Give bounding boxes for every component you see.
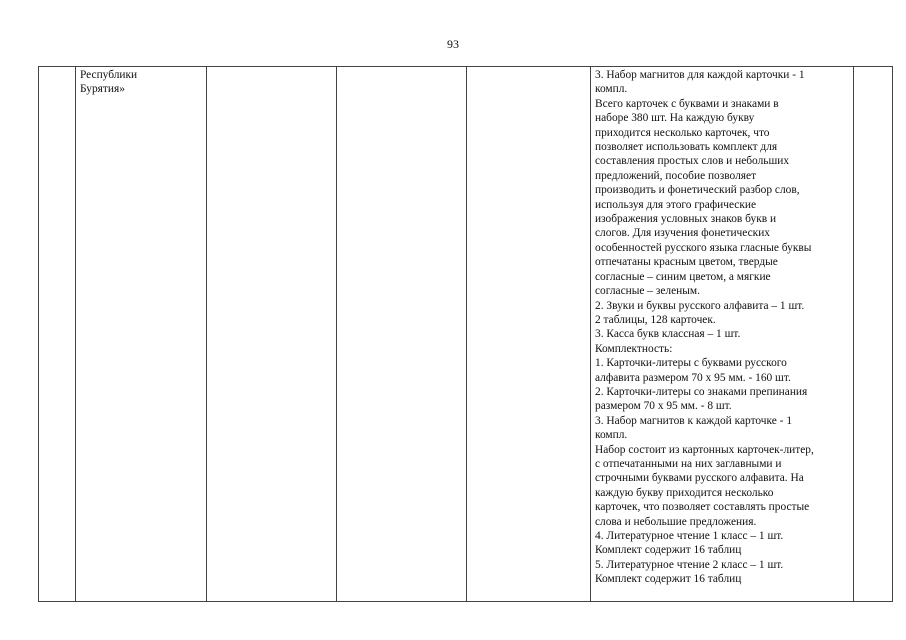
text-line: Республики (80, 69, 138, 81)
cell-text-description (591, 67, 853, 587)
text-line: Комплект содержит 16 таблиц (595, 544, 742, 557)
text-line: Бурятия» (80, 83, 125, 96)
text-line: 1. Карточки-литеры с буквами русского (595, 357, 787, 370)
text-line: наборе 380 шт. На каждую букву (595, 112, 755, 125)
table-cell-number (39, 67, 76, 602)
text-line: позволяет использовать комплект для (595, 141, 778, 154)
text-line: согласные – синим цветом, а мягкие (595, 270, 771, 283)
text-line: строчными буквами русского алфавита. На (595, 472, 804, 485)
text-line: карточек, что позволяет составлять простые (595, 501, 810, 514)
text-line: приходится несколько карточек, что (595, 126, 770, 139)
text-line: особенностей русского языка гласные буквы (595, 241, 812, 254)
text-line: каждую букву приходится несколько (595, 486, 774, 499)
text-line: 4. Литературное чтение 1 класс – 1 шт. (595, 530, 784, 542)
text-line: слогов. Для изучения фонетических (595, 227, 770, 240)
text-line: алфавита размером 70 х 95 мм. - 160 шт. (595, 371, 791, 384)
table-cell-name (76, 67, 207, 602)
text-line: слова и небольшие предложения. (595, 515, 757, 528)
text-line: с отпечатанными на них заглавными и (595, 457, 782, 470)
page-number: 93 (447, 37, 459, 51)
text-line: Комплект содержит 16 таблиц (595, 573, 742, 586)
document-table (38, 66, 893, 602)
text-line: 3. Набор магнитов для каждой карточки - 1 (595, 69, 805, 81)
table-cell-empty (854, 67, 893, 602)
text-line: 2 таблицы, 128 карточек. (595, 313, 716, 326)
text-line: Набор состоит из картонных карточек-литер, (595, 443, 814, 456)
text-line: 2. Карточки-литеры со знаками препинания (595, 385, 808, 398)
text-line: компл. (595, 83, 628, 96)
table-row (39, 67, 893, 602)
table-cell-empty (467, 67, 591, 602)
text-line: 5. Литературное чтение 2 класс – 1 шт. (595, 558, 784, 571)
text-line: составления простых слов и небольших (595, 155, 790, 168)
text-line: 3. Касса букв классная – 1 шт. (595, 328, 741, 341)
text-line: согласные – зеленым. (595, 285, 700, 298)
text-line: предложений, пособие позволяет (595, 169, 757, 182)
text-line: используя для этого графические (595, 198, 757, 211)
table-cell-empty (337, 67, 467, 602)
table-cell-description (591, 67, 854, 602)
text-line: производить и фонетический разбор слов, (595, 184, 800, 197)
text-line: Комплектность: (595, 342, 673, 355)
text-line: изображения условных знаков букв и (595, 213, 777, 226)
text-line: 2. Звуки и буквы русского алфавита – 1 шт. (595, 299, 805, 312)
table-cell-empty (207, 67, 337, 602)
text-line: Всего карточек с буквами и знаками в (595, 97, 779, 110)
text-line: 3. Набор магнитов к каждой карточке - 1 (595, 414, 793, 427)
cell-text-name (76, 67, 206, 97)
text-line: отпечатаны красным цветом, твердые (595, 256, 778, 269)
text-line: компл. (595, 429, 628, 442)
text-line: размером 70 х 95 мм. - 8 шт. (595, 400, 732, 413)
